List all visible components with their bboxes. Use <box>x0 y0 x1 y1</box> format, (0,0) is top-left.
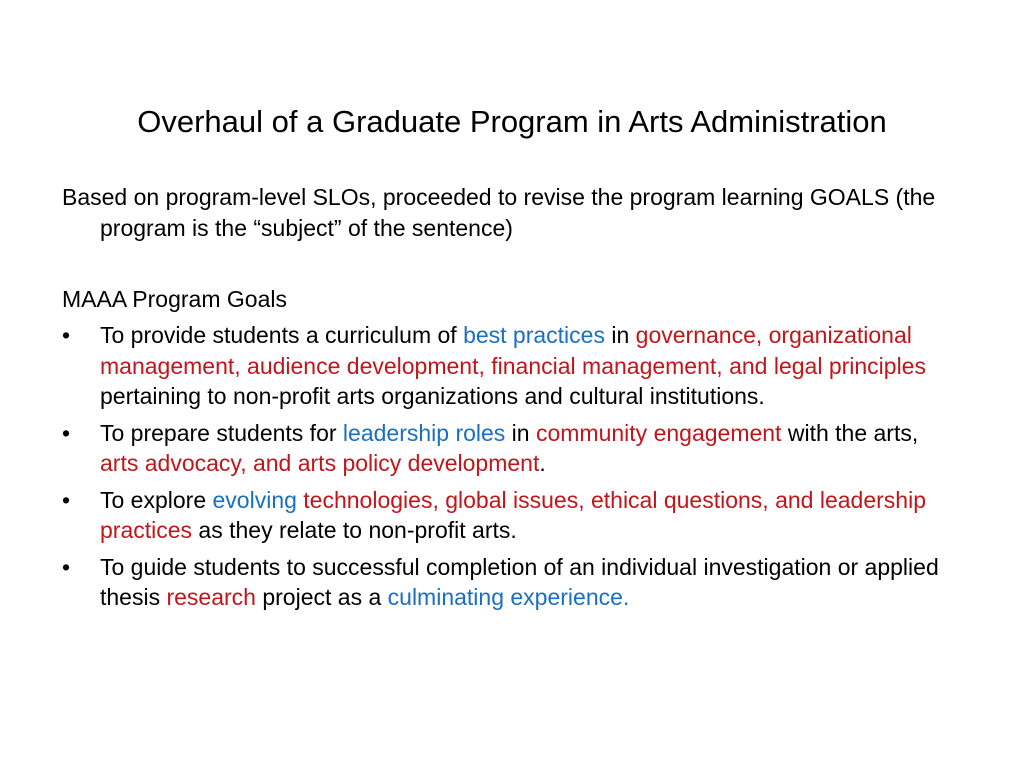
goal-text: in <box>505 419 536 446</box>
goal-text: To guide students to successful completion of an individual investigation or applied thesis <box>100 553 939 610</box>
goal-item <box>62 418 962 479</box>
goals-list <box>62 320 962 619</box>
goal-highlight-red: technologies, global issues, ethical questions, and leadership practices <box>100 486 926 543</box>
goal-highlight-red: research <box>166 584 256 610</box>
bullet-icon: • <box>62 419 71 446</box>
slide-title: Overhaul of a Graduate Program in Arts Administration <box>137 104 887 139</box>
goal-highlight-blue: best practices <box>463 322 605 348</box>
bullet-icon: • <box>62 322 71 348</box>
intro-paragraph: Based on program-level SLOs, proceeded to revise the program learning GOALS (the program is the “subject” of the sentence) <box>62 184 936 241</box>
goal-text: as they relate to non-profit arts. <box>192 517 517 543</box>
goal-text: project as a <box>255 584 388 610</box>
goal-item <box>62 320 962 412</box>
goals-heading: MAAA Program Goals <box>62 286 287 312</box>
goal-highlight-blue: evolving <box>212 486 297 513</box>
goal-text: To provide students a curriculum of <box>100 322 464 348</box>
goal-item <box>62 485 962 546</box>
goal-text: in <box>604 322 636 348</box>
goal-text: To prepare students for <box>100 419 343 446</box>
goal-text: To explore <box>100 486 213 513</box>
goal-highlight-blue: culminating experience. <box>387 584 630 610</box>
bullet-icon: • <box>62 486 71 513</box>
goal-highlight-red: arts advocacy, and arts policy development <box>100 450 540 476</box>
goal-text: pertaining to non-profit arts organizations and cultural institutions. <box>100 383 765 409</box>
goal-text: . <box>539 450 546 476</box>
goal-highlight-blue: leadership roles <box>342 419 506 446</box>
goal-item <box>62 552 962 613</box>
goal-highlight-red: community engagement <box>535 419 782 446</box>
bullet-icon: • <box>62 553 71 580</box>
goal-text: with the arts, <box>781 419 919 446</box>
goal-highlight-red: governance, organizational management, audience development, financial management, and legal principles <box>100 322 926 379</box>
